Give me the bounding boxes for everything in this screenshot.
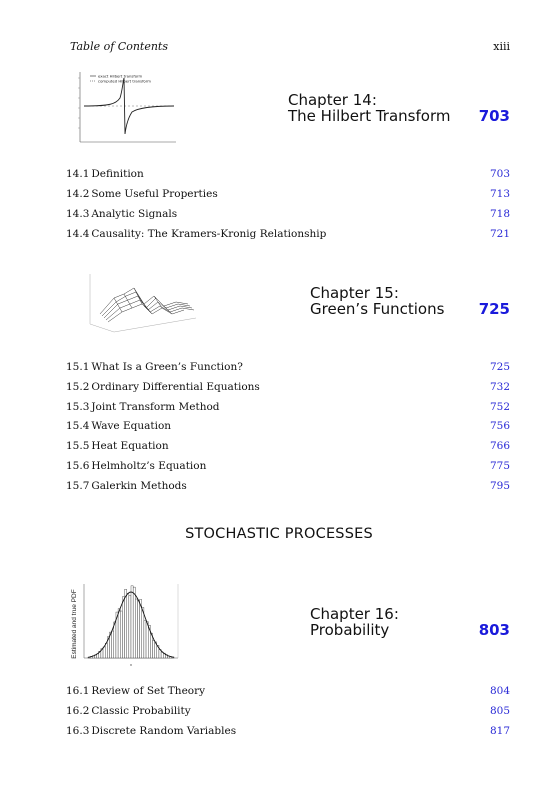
section-number: 15.4	[66, 420, 90, 432]
section-number: 16.3	[66, 725, 90, 737]
section-page[interactable]: 795	[489, 480, 510, 492]
chapter-16-title: Probability	[310, 621, 390, 639]
toc-entry[interactable]	[66, 440, 510, 454]
section-page[interactable]: 752	[489, 401, 510, 413]
section-page[interactable]: 725	[489, 361, 510, 373]
chapter-16-label: Chapter 16:	[310, 605, 399, 623]
section-title: Ordinary Differential Equations	[91, 381, 260, 393]
section-page[interactable]: 805	[489, 705, 510, 717]
section-page[interactable]: 756	[489, 420, 510, 432]
histogram-bar	[114, 622, 116, 658]
histogram-bar	[129, 596, 131, 658]
chapter-14-label: Chapter 14:	[288, 91, 377, 109]
histogram-bar	[127, 593, 129, 658]
section-title: Galerkin Methods	[91, 480, 187, 492]
histogram-bar	[120, 611, 122, 658]
toc-entry[interactable]	[66, 361, 510, 375]
section-title: Wave Equation	[91, 420, 172, 432]
section-title: Heat Equation	[91, 440, 169, 452]
section-number: 15.7	[66, 480, 90, 492]
chapter-15-title: Green’s Functions	[310, 300, 445, 318]
section-page[interactable]: 775	[489, 460, 510, 472]
histogram-bar	[122, 597, 124, 658]
histogram-bar	[131, 586, 133, 658]
section-number: 15.1	[66, 361, 90, 373]
section-number: 16.1	[66, 685, 90, 697]
section-page[interactable]: 766	[489, 440, 510, 452]
section-page[interactable]: 817	[489, 725, 510, 737]
toc-entry[interactable]	[66, 480, 510, 494]
section-number: 14.2	[66, 188, 90, 200]
toc-entry[interactable]	[66, 188, 510, 202]
histogram-bar	[125, 589, 127, 658]
chapter-15-thumbnail	[84, 268, 202, 336]
histogram-bar	[142, 608, 144, 659]
section-number: 15.5	[66, 440, 90, 452]
running-header-page: xiii	[493, 40, 510, 53]
section-title: Causality: The Kramers-Kronig Relationship	[91, 228, 327, 240]
toc-entry[interactable]	[66, 705, 510, 719]
section-number: 15.3	[66, 401, 90, 413]
chapter-15-page[interactable]: 725	[478, 300, 510, 318]
toc-entry[interactable]	[66, 401, 510, 415]
section-number: 14.1	[66, 168, 90, 180]
chapter-15-label: Chapter 15:	[310, 284, 399, 302]
histogram-bar	[118, 609, 120, 658]
histogram-bar	[135, 599, 137, 658]
running-header-title: Table of Contents	[70, 40, 169, 53]
section-title: Discrete Random Variables	[91, 725, 237, 737]
histogram-bar	[112, 631, 114, 658]
toc-entry[interactable]	[66, 460, 510, 474]
part-title: STOCHASTIC PROCESSES	[185, 526, 373, 542]
chapter-16-page[interactable]: 803	[478, 621, 510, 639]
section-page[interactable]: 721	[489, 228, 510, 240]
toc-entry[interactable]	[66, 208, 510, 222]
section-title: Joint Transform Method	[91, 401, 220, 413]
section-title: Definition	[91, 168, 144, 180]
section-title: Helmholtz’s Equation	[91, 460, 207, 472]
section-page[interactable]: 732	[489, 381, 510, 393]
section-title: Review of Set Theory	[91, 685, 206, 697]
chapter-14-page[interactable]: 703	[478, 107, 510, 125]
toc-entry[interactable]	[66, 381, 510, 395]
section-title: Classic Probability	[91, 705, 191, 717]
chapter-14-title: The Hilbert Transform	[288, 107, 451, 125]
histogram-bar	[103, 647, 105, 658]
hilbert-legend-exact: exact Hilbert transform	[98, 73, 143, 79]
toc-entry[interactable]	[66, 685, 510, 699]
toc-entry[interactable]	[66, 725, 510, 739]
histogram-bar	[144, 621, 146, 658]
section-title: Some Useful Properties	[91, 188, 218, 200]
section-page[interactable]: 718	[489, 208, 510, 220]
probability-ylabel: Estimated and true PDF	[71, 589, 78, 659]
histogram-bar	[146, 622, 148, 658]
section-number: 15.6	[66, 460, 90, 472]
histogram-bar	[133, 587, 135, 658]
probability-xlabel: x	[130, 662, 132, 667]
hilbert-legend-computed: computed Hilbert transform	[98, 78, 151, 84]
section-number: 14.4	[66, 228, 90, 240]
histogram-bar	[137, 601, 139, 658]
section-page[interactable]: 703	[489, 168, 510, 180]
section-page[interactable]: 713	[489, 188, 510, 200]
toc-entry[interactable]	[66, 228, 510, 242]
section-page[interactable]: 804	[489, 685, 510, 697]
section-title: What Is a Green’s Function?	[91, 361, 243, 373]
section-number: 14.3	[66, 208, 90, 220]
chapter-16-thumbnail	[70, 580, 182, 668]
chapter-14-thumbnail	[70, 68, 180, 158]
section-title: Analytic Signals	[91, 208, 178, 220]
section-number: 16.2	[66, 705, 90, 717]
toc-entry[interactable]	[66, 420, 510, 434]
histogram-bar	[153, 641, 155, 658]
section-number: 15.2	[66, 381, 90, 393]
histogram-bar	[105, 643, 107, 658]
toc-entry[interactable]	[66, 168, 510, 182]
